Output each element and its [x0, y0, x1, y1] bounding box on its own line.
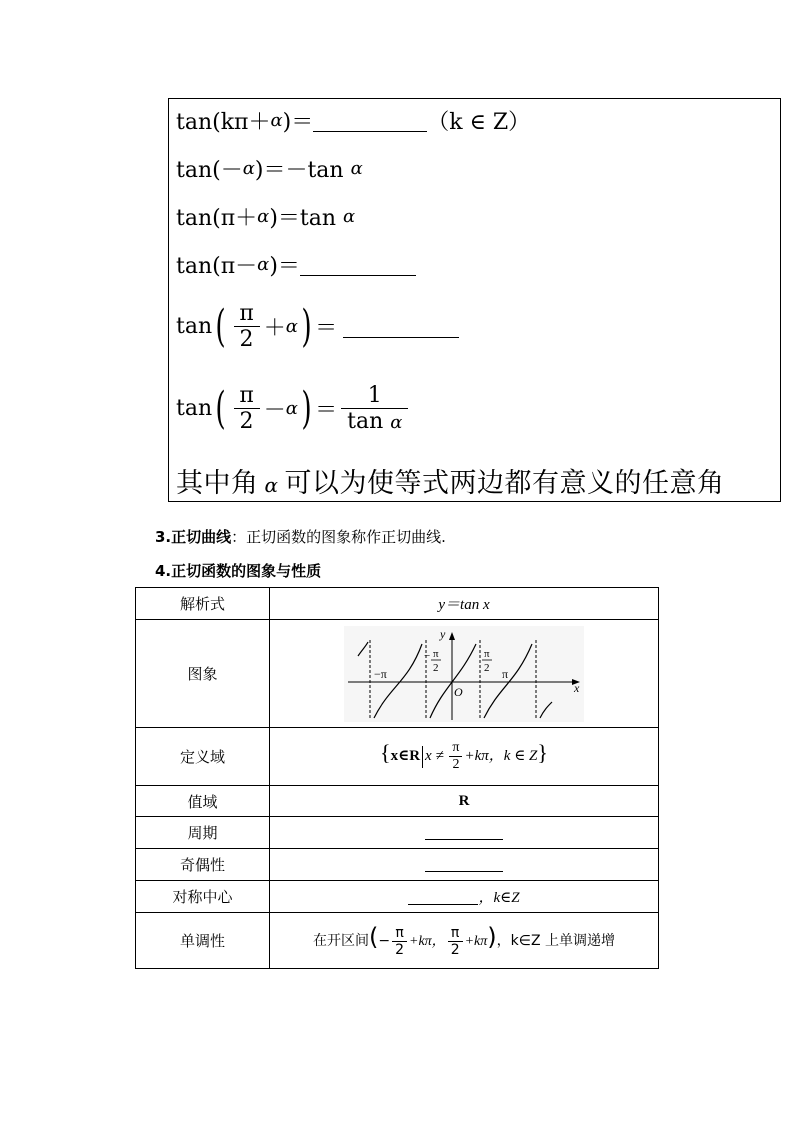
tick-label: 2 — [484, 661, 490, 674]
table-row — [136, 881, 659, 913]
left-paren: ( — [368, 923, 379, 952]
set-expression: +kπ，k ∈ Z — [464, 747, 538, 764]
set-divider — [422, 746, 423, 768]
y-axis-arrow — [449, 632, 455, 640]
denominator: 2 — [234, 408, 260, 434]
text: +kπ — [464, 934, 488, 950]
section-text: ：正切函数的图象称作正切曲线. — [231, 528, 446, 546]
row-key: 对称中心 — [136, 881, 270, 913]
formula-text: ＋ — [263, 316, 286, 341]
numerator: π — [450, 924, 460, 941]
tick-label: π — [433, 647, 439, 660]
alpha-symbol: α — [242, 158, 255, 179]
numerator: π — [239, 383, 254, 408]
note-text: 其中角 — [176, 468, 259, 499]
tangent-branch — [540, 702, 552, 718]
expression: ，k∈Z — [478, 890, 520, 906]
alpha-symbol: α — [285, 316, 298, 337]
formula-text: tan(π＋ — [176, 206, 258, 231]
text: − — [378, 933, 391, 950]
alpha-symbol: α — [285, 398, 298, 419]
note-text: 可以为使等式两边都有意义的任意角 — [284, 468, 725, 499]
fraction — [448, 925, 463, 958]
alpha-symbol: α — [264, 473, 279, 497]
y-label: y — [440, 626, 446, 641]
alpha-symbol: α — [257, 206, 270, 227]
formula-text: )＝－tan — [254, 158, 344, 183]
formula-text: ＝ — [315, 398, 338, 423]
formula-text: tan — [176, 396, 213, 421]
row-value — [270, 881, 659, 913]
formula-text: ＝ — [315, 316, 338, 341]
numerator: π — [395, 924, 404, 941]
table-row — [136, 849, 659, 881]
formula-tan-pi-plus-alpha — [176, 201, 355, 232]
formula-text: tan(π－ — [176, 254, 258, 279]
tangent-branch — [374, 644, 422, 718]
alpha-symbol: α — [270, 110, 283, 131]
row-value — [270, 849, 659, 881]
right-paren: ) — [301, 382, 312, 434]
formula-text: tan(kπ＋ — [176, 110, 271, 135]
formula-text: tan(－ — [176, 158, 243, 183]
text: ，k∈Z 上单调递增 — [496, 933, 616, 950]
tick-label: π — [484, 647, 490, 660]
section-label: 4.正切函数的图象与性质 — [155, 562, 322, 580]
table-row — [136, 786, 659, 817]
left-paren: ( — [215, 382, 226, 434]
numerator: 1 — [367, 383, 382, 408]
numerator: π — [239, 301, 254, 326]
properties-table — [135, 587, 659, 969]
tangent-branch — [484, 644, 532, 718]
table-row — [136, 588, 659, 620]
denominator: 2 — [448, 941, 463, 958]
denominator: 2 — [234, 326, 260, 352]
row-key: 周期 — [136, 817, 270, 849]
tangent-branch — [358, 642, 368, 656]
alpha-symbol: α — [257, 254, 270, 275]
row-key: 定义域 — [136, 728, 270, 786]
answer-blank[interactable] — [343, 315, 459, 338]
row-key: 单调性 — [136, 913, 270, 969]
tick-label: π — [502, 666, 509, 681]
set-expression: x∈R — [390, 747, 421, 764]
set-expression: x ≠ — [425, 747, 444, 764]
table-row — [136, 817, 659, 849]
formula-tan-k-pi-plus-alpha — [176, 105, 530, 136]
numerator: π — [452, 740, 460, 756]
formula-tan-half-pi-minus-alpha — [176, 383, 412, 434]
section-tangent-curve — [155, 526, 446, 547]
formula-tan-pi-minus-alpha — [176, 249, 416, 280]
left-brace: { — [380, 739, 391, 765]
right-paren: ) — [487, 923, 497, 952]
formula-box — [168, 98, 781, 502]
fraction — [341, 383, 408, 434]
note-arbitrary-angle — [176, 461, 725, 500]
fraction — [233, 383, 259, 434]
tangent-graph — [344, 626, 584, 722]
row-key: 奇偶性 — [136, 849, 270, 881]
formula-text: tan — [347, 409, 384, 434]
x-label: x — [574, 680, 580, 695]
row-value: R — [270, 786, 659, 817]
alpha-symbol: α — [390, 412, 403, 433]
fraction — [392, 925, 407, 958]
row-value — [270, 728, 659, 786]
formula-text: （k ∈ Z） — [427, 110, 531, 135]
table-row — [136, 913, 659, 969]
fraction — [233, 301, 259, 352]
tick-label: − — [424, 649, 431, 662]
formula-text: )＝ — [269, 254, 300, 279]
row-value — [270, 620, 659, 728]
section-tangent-properties — [155, 560, 321, 581]
table-row — [136, 620, 659, 728]
alpha-symbol: α — [343, 206, 356, 227]
row-value — [270, 913, 659, 969]
formula-text: － — [263, 398, 286, 423]
answer-blank[interactable] — [425, 859, 503, 872]
formula-text: )＝tan — [269, 206, 337, 231]
answer-blank[interactable] — [425, 827, 503, 840]
left-paren: ( — [215, 300, 226, 352]
denominator: 2 — [392, 941, 407, 958]
row-key: 图象 — [136, 620, 270, 728]
answer-blank[interactable] — [300, 253, 416, 276]
denominator — [341, 408, 408, 434]
formula-text: tan — [176, 314, 213, 339]
row-key: 值域 — [136, 786, 270, 817]
alpha-symbol: α — [350, 158, 363, 179]
formula-tan-neg-alpha — [176, 153, 363, 184]
table-row — [136, 728, 659, 786]
formula-tan-half-pi-plus-alpha — [176, 301, 459, 352]
text: 在开区间 — [312, 933, 369, 950]
formula-text: )＝ — [282, 110, 314, 135]
tick-label: 2 — [433, 661, 439, 674]
text: +kπ， — [409, 934, 446, 950]
tick-label: −π — [374, 666, 387, 681]
expression: y＝tan x — [438, 597, 490, 613]
answer-blank[interactable] — [313, 109, 427, 132]
right-paren: ) — [301, 300, 312, 352]
section-label: 3.正切曲线 — [155, 528, 232, 546]
row-key: 解析式 — [136, 588, 270, 620]
origin-label: O — [454, 684, 463, 699]
right-brace: } — [537, 739, 548, 765]
denominator: 2 — [449, 756, 462, 773]
fraction — [449, 740, 462, 773]
row-value — [270, 817, 659, 849]
row-value — [270, 588, 659, 620]
answer-blank[interactable] — [408, 892, 478, 905]
